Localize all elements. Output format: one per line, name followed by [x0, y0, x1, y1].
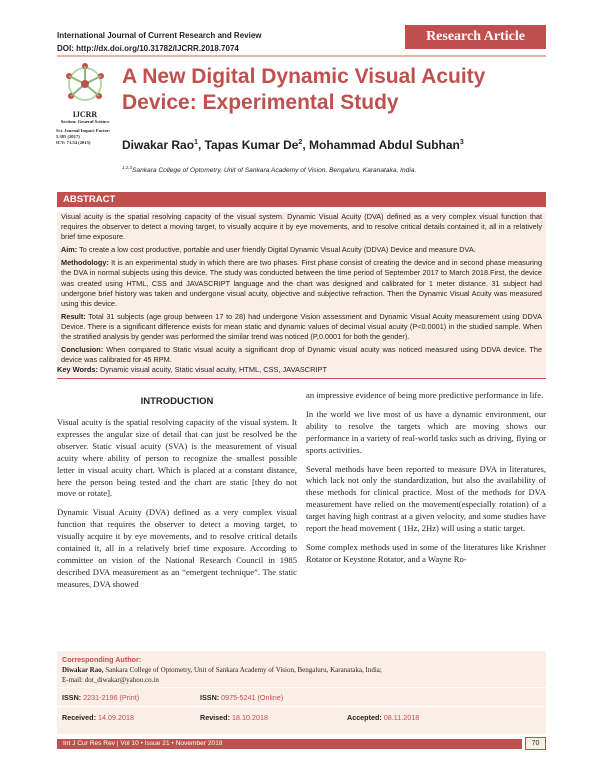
logo-section: Section: General Science: [60, 119, 110, 124]
abstract-conclusion: Conclusion: When compared to Static visual acuity a significant drop of Dynamic visual acuity was noticed measured using DDVA device. The device was calibrated for 45 RPM.: [61, 345, 543, 365]
logo-name: IJCRR: [72, 110, 98, 119]
paper-title: A New Digital Dynamic Visual Acuity Device: Experimental Study: [122, 65, 486, 114]
abstract-intro: Visual acuity is the spatial resolving capacity of the visual system. Dynamic Visual Acuity (DVA) defined as a very complex visual function that requires the observer to detect a moving target, to visually acquire it by eye movements, and to resolve critical details contained it, all in a relatively brief time exposure.: [61, 212, 542, 242]
paragraph: Visual acuity is the spatial resolving capacity of the visual system. It expresses the angular size of detail that can just be resolved be the observer. Static visual acuity (SVA) is the measurement of visual acuity where ability of person to recognize the smallest possible letter in visual acuity chart. Which is placed at a constant distance, here the person being tested and the chart are static [they do not move or rotate].: [57, 417, 297, 499]
icv-value: ICV: 71.54 (2015): [56, 140, 91, 145]
issn-online: ISSN: 0975-5241 (Online): [200, 693, 284, 702]
ijcrr-logo-icon: [65, 60, 105, 108]
keywords-divider: [57, 378, 546, 379]
paragraph: In the world we live most of us have a dynamic environment, our ability to resolve the targets which are moving shows our performance in a variety of real-world tasks such as driving, flying or sports activities.: [306, 408, 546, 455]
abstract-aim: Aim: To create a low cost productive, portable and user friendly Digital Dynamic Visual Acuity (DDVA) Device and measure DVA.: [61, 245, 476, 255]
abstract-body: [57, 212, 546, 377]
abstract-method: Methodology: It is an experimental study in which there are two phases. First phase consist of creating the device and in second phase measuring the DVA in normal subjects using this device. The study was conducted between the time period of September 2017 to March 2018.First, the device was created using HTML, CSS and JAVASCRIPT language and the chart was designed and calibrated for 1 meter distance. 31 subject had undergone brief history was taken and undergone visual acuity, objective and subjective refraction. Then the Dynamic Visual Acuity was measured using this device.: [61, 258, 542, 308]
paragraph: an impressive evidence of being more predictive performance in life.: [306, 390, 544, 400]
paragraph: Several methods have been reported to measure DVA in literatures, which lack not only the standardization, but also the availability of these methods for clinical practice. Most of the methods for DVA measurement have relied on the movement(especially rotation) of a target having high contrast at a given velocity, and some studies have report the head movement ( 1Hz, 2Hz) will using a static target.: [306, 463, 546, 534]
corresponding-address: Diwakar Rao, Sankara College of Optometry, Unit of Sankara Academy of Vision, Bengaluru, Karanataka, India;: [62, 666, 382, 674]
right-column: [306, 390, 546, 573]
author-name: Mohammad Abdul Subhan: [309, 138, 460, 152]
author-list: Diwakar Rao$^1$, Tapas Kumar De$^2$, Mohammad Abdul Subhan$^3$: [122, 138, 464, 152]
journal-header: [57, 29, 262, 55]
paragraph: Dynamic Visual Acuity (DVA) defined as a very complex visual function that requires the observer to detect a moving target, to visually acquire it by eye movements, and to resolve critical details contained it, all in a relatively brief time exposure. According to committee on vision of the National Research Council in 1985 described DVA measurement as an “emergent technique”. The static measures, DVA showed: [57, 507, 297, 589]
revised-date: Revised: 18.10.2018: [200, 713, 268, 722]
abstract-heading: ABSTRACT: [57, 192, 546, 207]
affiliation: $^{1,2,3}$Sankara College of Optometry, Unit of Sankara Academy of Vision, Bengaluru, Karanataka, India.: [122, 165, 417, 175]
corresponding-email[interactable]: E-mail: dot_diwakar@yahoo.co.in: [62, 676, 159, 684]
introduction-heading: INTRODUCTION: [140, 396, 214, 407]
author-name: Tapas Kumar De: [204, 138, 299, 152]
paragraph: Some complex methods used in some of the literatures like Krishner Rotator or Keystone Rotator, and a Wayne Ro-: [306, 541, 546, 564]
footer-citation: Int J Cur Res Rev | Vol 10 • Issue 21 • November 2018: [57, 739, 522, 749]
author-name: Diwakar Rao: [122, 138, 195, 152]
header-divider: [57, 55, 546, 57]
corresponding-heading: Corresponding Author:: [62, 655, 142, 664]
accepted-date: Accepted: 08.11.2018: [347, 713, 420, 722]
impact-factor: Sci. Journal Impact Factor: 5.385 (2017): [56, 128, 111, 139]
journal-logo: [52, 60, 118, 146]
article-type-badge: Research Article: [405, 25, 546, 49]
received-date: Received: 14.09.2018: [62, 713, 134, 722]
left-column: [57, 417, 297, 598]
journal-name: International Journal of Current Research and Review: [57, 31, 262, 40]
corresponding-author-box: [57, 651, 546, 734]
page-number: 70: [525, 737, 546, 750]
issn-print: ISSN: 2231-2196 (Print): [62, 693, 140, 702]
keywords: Key Words: Dynamic visual acuity, Static visual acuity, HTML, CSS, JAVASCRIPT: [57, 365, 327, 374]
abstract-result: Result: Total 31 subjects (age group between 17 to 28) had undergone Vision assessment and Dynamic Visual Acuity measurement using DDVA Device. There is a significant difference exists for mean static and dynamic values of decimal visual acuity (P<0.0001) in the studied sample. When the stratified analysis by gender was performed the similar trend was noticed (P,0.0001 for both the gender).: [61, 311, 542, 342]
doi[interactable]: DOI: http://dx.doi.org/10.31782/IJCRR.2018.7074: [57, 44, 239, 53]
